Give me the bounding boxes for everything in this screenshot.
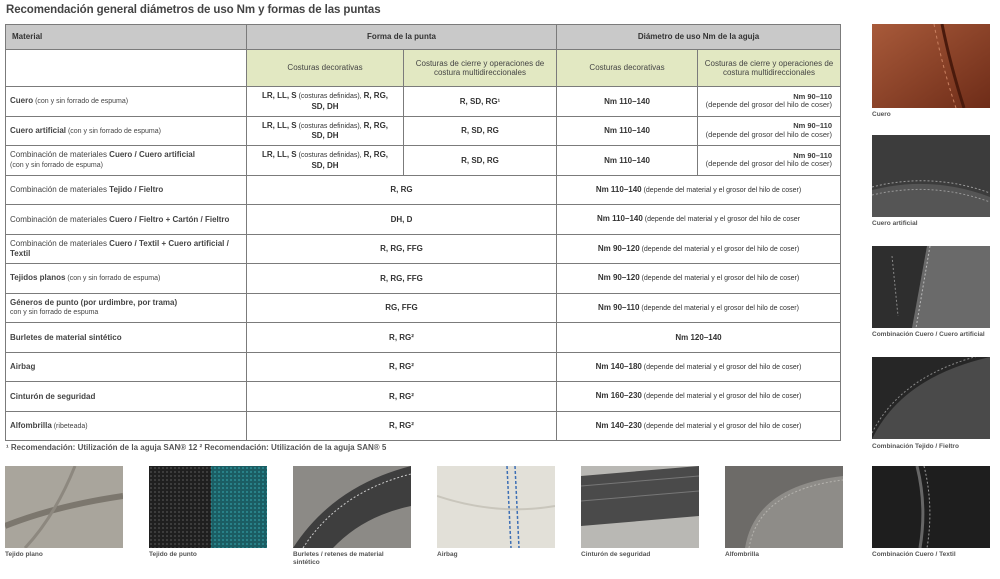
caption-tejido-punto: Tejido de punto [149, 551, 197, 558]
photo-comb-cuero [872, 246, 990, 328]
material-cell: Cinturón de seguridad [6, 382, 247, 412]
cierre-forma-cell: R, SD, RG [404, 146, 557, 176]
photo-cinturon [581, 466, 699, 548]
photo-cuero-artificial [872, 135, 990, 217]
table-row [6, 411, 841, 441]
photo-burletes [293, 466, 411, 548]
table-row [6, 352, 841, 382]
table-row [6, 323, 841, 353]
cierre-forma-cell: R, SD, RG¹ [404, 87, 557, 117]
header-diametro: Diámetro de uso Nm de la aguja [557, 25, 841, 50]
table-row [6, 382, 841, 412]
material-cell: Géneros de punto (por urdimbre, por trama) con y sin forrado de espuma [6, 293, 247, 323]
caption-tejido-plano: Tejido plano [5, 551, 43, 558]
material-cell: Cuero (con y sin forrado de espuma) [6, 87, 247, 117]
forma-punta-cell: DH, D [247, 205, 557, 235]
nm-range-cell: Nm 160–230 (depende del material y el grosor del hilo de coser) [557, 382, 841, 412]
caption-airbag: Airbag [437, 551, 458, 558]
subheader-cierre-diametro: Costuras de cierre y operaciones de costura multidireccionales [698, 50, 841, 87]
table-row [6, 293, 841, 323]
table-row [6, 146, 841, 176]
nm-cierre-cell: Nm 90–110 (depende del grosor del hilo de coser) [698, 116, 841, 146]
material-cell: Combinación de materiales Cuero / Textil + Cuero artificial / Textil [6, 234, 247, 264]
nm-range-cell: Nm 110–140 (depende del material y el grosor del hilo de coser) [557, 175, 841, 205]
material-cell: Alfombrilla (ribeteada) [6, 411, 247, 441]
nm-range-cell: Nm 110–140 (depende del material y el grosor del hilo de coser [557, 205, 841, 235]
caption-comb-cuero: Combinación Cuero / Cuero artificial [872, 331, 985, 338]
photo-tejido-punto [149, 466, 267, 548]
nm-cierre-cell: Nm 90–110 (depende del grosor del hilo de coser) [698, 146, 841, 176]
nm-range-cell: Nm 140–180 (depende del material y el grosor del hilo de coser) [557, 352, 841, 382]
nm-range-cell: Nm 90–110 (depende del material y el grosor del hilo de coser) [557, 293, 841, 323]
forma-punta-cell: R, RG, FFG [247, 264, 557, 294]
material-cell: Cuero artificial (con y sin forrado de espuma) [6, 116, 247, 146]
caption-cinturon: Cinturón de seguridad [581, 551, 651, 558]
decorativas-forma-cell: LR, LL, S (costuras definidas), R, RG, SD, DH [247, 146, 404, 176]
table-row [6, 175, 841, 205]
footnote: ¹ Recomendación: Utilización de la aguja SAN® 12 ² Recomendación: Utilización de la aguja SAN® 5 [6, 443, 387, 452]
material-cell: Combinación de materiales Cuero / Fieltro + Cartón / Fieltro [6, 205, 247, 235]
header-forma-punta: Forma de la punta [247, 25, 557, 50]
nm-decorativas-cell: Nm 110–140 [557, 116, 698, 146]
forma-punta-cell: R, RG² [247, 382, 557, 412]
subheader-empty [6, 50, 247, 87]
nm-decorativas-cell: Nm 110–140 [557, 146, 698, 176]
photo-tejido-plano [5, 466, 123, 548]
forma-punta-cell: R, RG² [247, 323, 557, 353]
cierre-forma-cell: R, SD, RG [404, 116, 557, 146]
table-header-row [6, 25, 841, 50]
forma-punta-cell: R, RG, FFG [247, 234, 557, 264]
page-title: Recomendación general diámetros de uso Nm y formas de las puntas [6, 4, 381, 16]
material-cell: Tejidos planos (con y sin forrado de espuma) [6, 264, 247, 294]
forma-punta-cell: R, RG² [247, 411, 557, 441]
nm-cierre-cell: Nm 90–110 (depende del grosor del hilo de coser) [698, 87, 841, 117]
material-cell: Combinación de materiales Tejido / Fieltro [6, 175, 247, 205]
table-row [6, 205, 841, 235]
photo-airbag [437, 466, 555, 548]
table-row [6, 87, 841, 117]
forma-punta-cell: R, RG [247, 175, 557, 205]
caption-alfombrilla: Alfombrilla [725, 551, 759, 558]
subheader-decorativas-forma: Costuras decorativas [247, 50, 404, 87]
material-cell: Airbag [6, 352, 247, 382]
caption-comb-textil: Combinación Cuero / Textil [872, 551, 956, 558]
header-material: Material [6, 25, 247, 50]
subheader-cierre-forma: Costuras de cierre y operaciones de costura multidireccionales [404, 50, 557, 87]
decorativas-forma-cell: LR, LL, S (costuras definidas), R, RG, SD, DH [247, 116, 404, 146]
material-cell: Burletes de material sintético [6, 323, 247, 353]
table-row [6, 116, 841, 146]
needle-spec-table [5, 24, 841, 441]
table-row [6, 234, 841, 264]
forma-punta-cell: RG, FFG [247, 293, 557, 323]
photo-alfombrilla [725, 466, 843, 548]
caption-cuero-artificial: Cuero artificial [872, 220, 918, 227]
photo-comb-textil [872, 466, 990, 548]
decorativas-forma-cell: LR, LL, S (costuras definidas), R, RG, SD, DH [247, 87, 404, 117]
photo-comb-tejido [872, 357, 990, 439]
caption-burletes: Burletes / retenes de material sintético [293, 551, 384, 567]
table-row [6, 264, 841, 294]
nm-range-cell: Nm 90–120 (depende del material y el grosor del hilo de coser) [557, 264, 841, 294]
nm-range-cell: Nm 120–140 [557, 323, 841, 353]
material-cell: Combinación de materiales Cuero / Cuero artificial (con y sin forrado de espuma) [6, 146, 247, 176]
caption-comb-tejido: Combinación Tejido / Fieltro [872, 443, 959, 450]
caption-cuero: Cuero [872, 111, 891, 118]
table-subheader-row [6, 50, 841, 87]
photo-cuero [872, 24, 990, 108]
forma-punta-cell: R, RG² [247, 352, 557, 382]
nm-decorativas-cell: Nm 110–140 [557, 87, 698, 117]
subheader-decorativas-diametro: Costuras decorativas [557, 50, 698, 87]
nm-range-cell: Nm 140–230 (depende del material y el grosor del hilo de coser) [557, 411, 841, 441]
nm-range-cell: Nm 90–120 (depende del material y el grosor del hilo de coser) [557, 234, 841, 264]
